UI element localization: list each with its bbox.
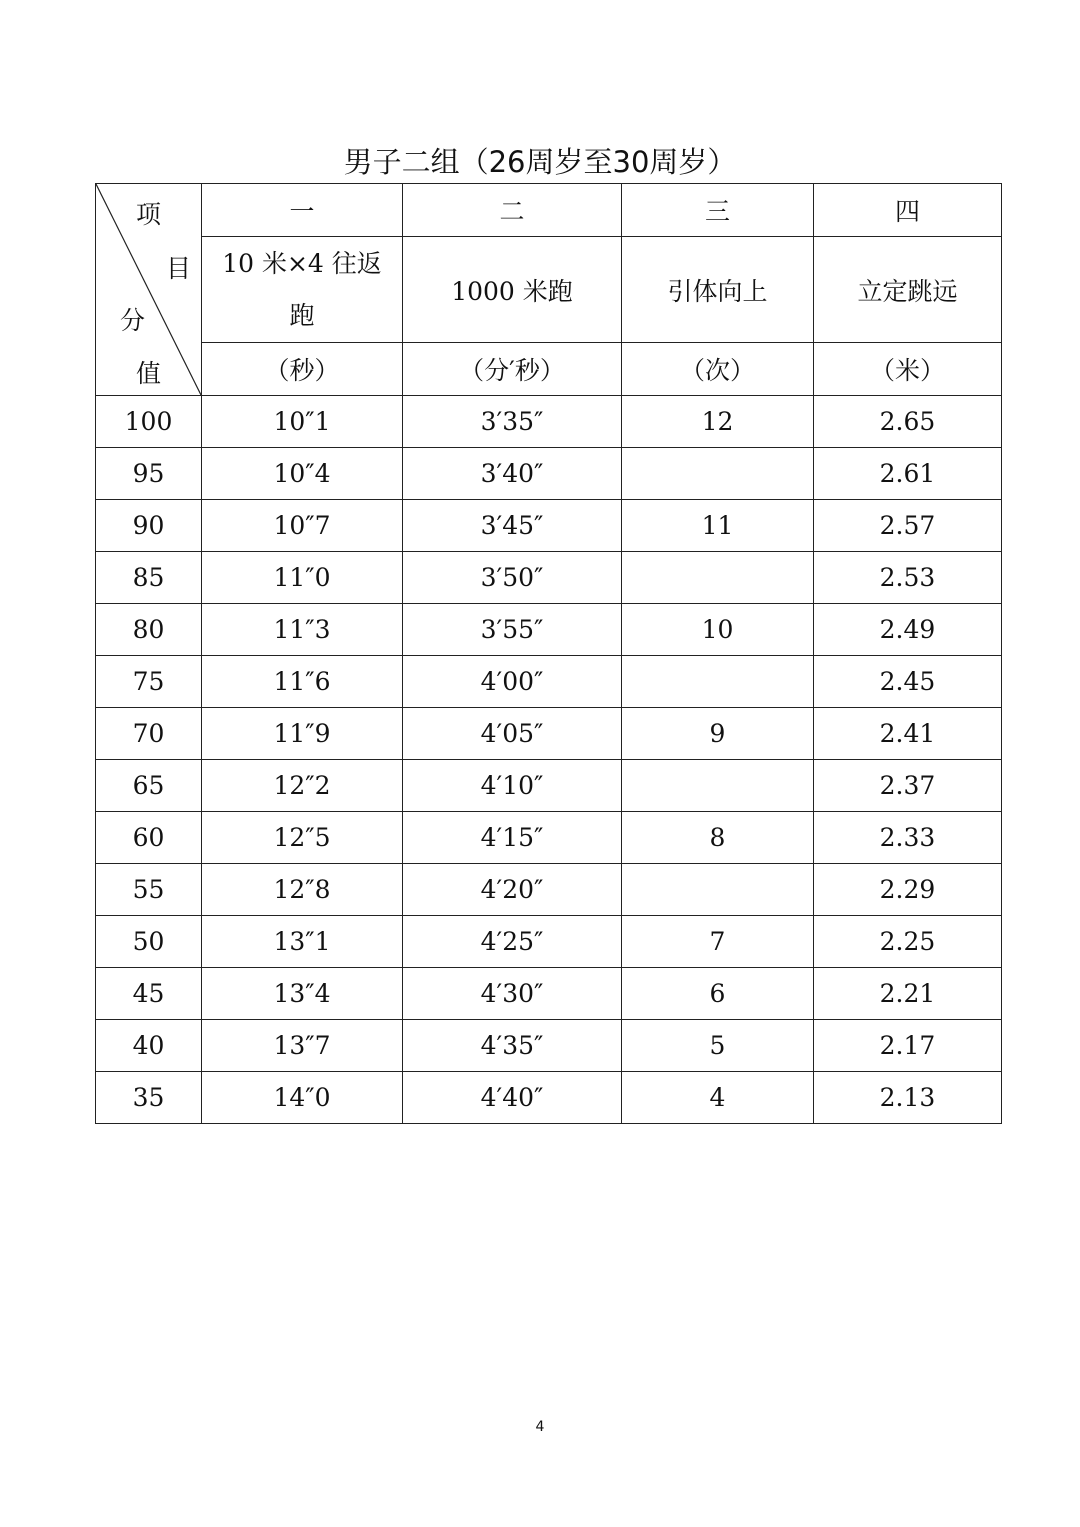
table-row [96, 864, 1002, 916]
standard-cell: 11″6 [202, 656, 403, 708]
column-unit: （秒） [202, 343, 403, 396]
page-title: 男子二组（26周岁至30周岁） [343, 145, 737, 179]
table-row [96, 708, 1002, 760]
header-row-names [96, 237, 1002, 343]
standard-cell: 4′35″ [403, 1020, 622, 1072]
table-row [96, 552, 1002, 604]
standard-cell: 2.57 [814, 500, 1002, 552]
corner-label-xiang: 项 [136, 200, 162, 229]
standard-cell: 5 [622, 1020, 814, 1072]
standard-cell: 6 [622, 968, 814, 1020]
standard-cell: 3′55″ [403, 604, 622, 656]
table-row [96, 1020, 1002, 1072]
standard-cell: 2.53 [814, 552, 1002, 604]
score-value-cell: 95 [96, 448, 202, 500]
column-number: 一 [202, 184, 403, 237]
score-value-cell: 60 [96, 812, 202, 864]
standard-cell: 4′05″ [403, 708, 622, 760]
standard-cell: 2.49 [814, 604, 1002, 656]
standard-cell [622, 552, 814, 604]
score-value-cell: 70 [96, 708, 202, 760]
standard-cell: 7 [622, 916, 814, 968]
standard-cell: 3′45″ [403, 500, 622, 552]
standard-cell: 10 [622, 604, 814, 656]
score-value-cell: 85 [96, 552, 202, 604]
score-value-cell: 45 [96, 968, 202, 1020]
standard-cell: 2.17 [814, 1020, 1002, 1072]
column-unit: （米） [814, 343, 1002, 396]
table-row [96, 968, 1002, 1020]
column-name: 1000 米跑 [403, 237, 622, 343]
column-name: 引体向上 [622, 237, 814, 343]
standard-cell: 2.65 [814, 396, 1002, 448]
standard-cell: 2.33 [814, 812, 1002, 864]
standard-cell: 3′35″ [403, 396, 622, 448]
column-number: 二 [403, 184, 622, 237]
standard-cell: 4′20″ [403, 864, 622, 916]
standard-cell: 4′40″ [403, 1072, 622, 1124]
standard-cell: 9 [622, 708, 814, 760]
standard-cell: 13″4 [202, 968, 403, 1020]
standard-cell: 3′40″ [403, 448, 622, 500]
score-table [95, 183, 1002, 1124]
standard-cell: 4′30″ [403, 968, 622, 1020]
standard-cell: 2.29 [814, 864, 1002, 916]
standard-cell: 2.21 [814, 968, 1002, 1020]
column-number: 三 [622, 184, 814, 237]
standard-cell: 2.41 [814, 708, 1002, 760]
standard-cell: 10″1 [202, 396, 403, 448]
standard-cell: 12″5 [202, 812, 403, 864]
score-value-cell: 100 [96, 396, 202, 448]
standard-cell: 4′25″ [403, 916, 622, 968]
score-value-cell: 55 [96, 864, 202, 916]
score-value-cell: 50 [96, 916, 202, 968]
header-row-units [96, 343, 1002, 396]
diagonal-corner-cell [96, 184, 202, 396]
standard-cell [622, 656, 814, 708]
standard-cell [622, 760, 814, 812]
header-row-numbers [96, 184, 1002, 237]
standard-cell: 3′50″ [403, 552, 622, 604]
table-row [96, 1072, 1002, 1124]
standard-cell: 11 [622, 500, 814, 552]
table-row [96, 448, 1002, 500]
standard-cell: 11″0 [202, 552, 403, 604]
score-value-cell: 35 [96, 1072, 202, 1124]
score-value-cell: 40 [96, 1020, 202, 1072]
table-row [96, 656, 1002, 708]
standard-cell: 8 [622, 812, 814, 864]
page-number: 4 [535, 1419, 545, 1435]
score-body [96, 396, 1002, 1124]
corner-label-mu: 目 [166, 254, 192, 283]
standard-cell: 10″4 [202, 448, 403, 500]
standard-cell: 11″3 [202, 604, 403, 656]
standard-cell [622, 448, 814, 500]
standard-cell: 10″7 [202, 500, 403, 552]
corner-label-fen: 分 [120, 306, 146, 335]
standard-cell: 13″1 [202, 916, 403, 968]
table-row [96, 396, 1002, 448]
standard-cell: 4′10″ [403, 760, 622, 812]
table-row [96, 760, 1002, 812]
standard-cell: 4′00″ [403, 656, 622, 708]
score-value-cell: 90 [96, 500, 202, 552]
corner-label-zhi: 值 [136, 359, 162, 388]
column-unit: （分′秒） [403, 343, 622, 396]
score-value-cell: 75 [96, 656, 202, 708]
standard-cell: 2.13 [814, 1072, 1002, 1124]
table-row [96, 604, 1002, 656]
standard-cell: 2.25 [814, 916, 1002, 968]
standard-cell: 12 [622, 396, 814, 448]
table-row [96, 916, 1002, 968]
column-number: 四 [814, 184, 1002, 237]
table-row [96, 812, 1002, 864]
score-value-cell: 80 [96, 604, 202, 656]
standard-cell: 2.61 [814, 448, 1002, 500]
standard-cell: 13″7 [202, 1020, 403, 1072]
column-name: 10 米×4 往返跑 [202, 237, 403, 343]
standard-cell: 4 [622, 1072, 814, 1124]
standard-cell: 2.37 [814, 760, 1002, 812]
standard-cell [622, 864, 814, 916]
standard-cell: 11″9 [202, 708, 403, 760]
standard-cell: 2.45 [814, 656, 1002, 708]
standard-cell: 12″8 [202, 864, 403, 916]
column-name: 立定跳远 [814, 237, 1002, 343]
standard-cell: 14″0 [202, 1072, 403, 1124]
score-value-cell: 65 [96, 760, 202, 812]
column-unit: （次） [622, 343, 814, 396]
standard-cell: 4′15″ [403, 812, 622, 864]
table-row [96, 500, 1002, 552]
standard-cell: 12″2 [202, 760, 403, 812]
